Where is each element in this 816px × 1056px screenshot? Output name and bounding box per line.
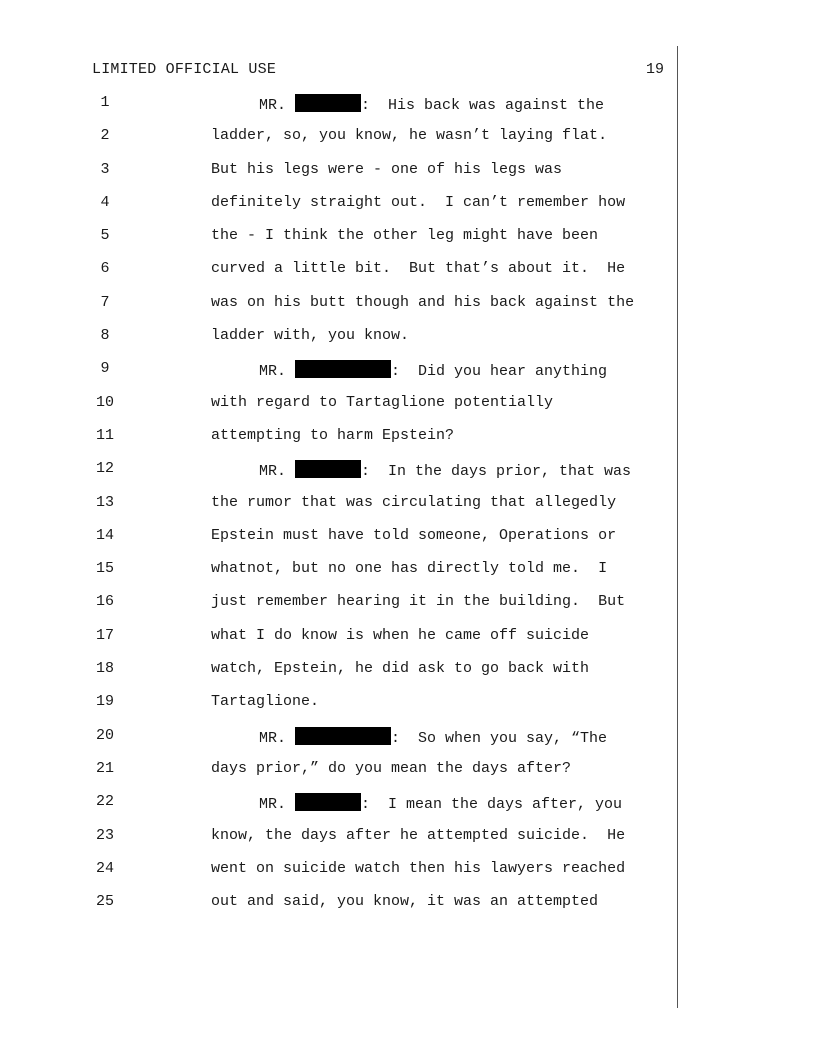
- line-number: 22: [95, 793, 114, 811]
- transcript-line: [0, 758, 816, 791]
- line-number: 9: [100, 360, 110, 378]
- redaction-box: [295, 94, 361, 112]
- line-number: 15: [95, 560, 114, 578]
- line-number: 24: [95, 859, 114, 877]
- transcript-line: [0, 358, 816, 391]
- line-text: ladder, so, you know, he wasn’t laying flat.: [211, 127, 608, 145]
- line-text: Epstein must have told someone, Operations or: [211, 526, 617, 544]
- line-number: 11: [95, 426, 114, 444]
- line-text: curved a little bit. But that’s about it. He: [211, 260, 626, 278]
- line-text: ladder with, you know.: [211, 327, 410, 345]
- line-text: was on his butt though and his back against the: [211, 293, 635, 311]
- transcript-line: [0, 558, 816, 591]
- transcript-body: [0, 92, 816, 924]
- spoken-text: : I mean the days after, you: [361, 796, 623, 814]
- transcript-line: [0, 658, 816, 691]
- spoken-text: : His back was against the: [361, 97, 605, 114]
- line-number: 17: [95, 626, 114, 644]
- transcript-line: [0, 192, 816, 225]
- transcript-line: [0, 458, 816, 491]
- line-number: 21: [95, 759, 114, 777]
- line-text: But his legs were - one of his legs was: [211, 160, 563, 178]
- speaker-line: [259, 793, 622, 813]
- redaction-box: [295, 460, 361, 478]
- transcript-line: [0, 258, 816, 291]
- speaker-line: [259, 360, 607, 380]
- line-number: 4: [100, 193, 110, 211]
- line-number: 14: [95, 526, 114, 544]
- line-text: whatnot, but no one has directly told me. I: [211, 560, 608, 578]
- line-number: 19: [95, 693, 114, 711]
- line-number: 23: [95, 826, 114, 844]
- transcript-line: [0, 591, 816, 624]
- line-text: know, the days after he attempted suicide. He: [211, 826, 626, 844]
- line-text: what I do know is when he came off suicide: [211, 626, 590, 644]
- transcript-line: [0, 325, 816, 358]
- classification-header: LIMITED OFFICIAL USE: [92, 61, 277, 78]
- speaker-prefix: MR.: [259, 729, 296, 747]
- line-number: 10: [95, 393, 114, 411]
- line-number: 16: [95, 593, 114, 611]
- page-number: 19: [646, 61, 665, 78]
- transcript-line: [0, 159, 816, 192]
- transcript-line: [0, 691, 816, 724]
- line-number: 12: [95, 460, 114, 478]
- line-text: the rumor that was circulating that allegedly: [211, 493, 617, 511]
- line-text: definitely straight out. I can’t remember how: [211, 193, 626, 211]
- line-text: attempting to harm Epstein?: [211, 426, 455, 444]
- speaker-line: [259, 94, 604, 114]
- line-text: with regard to Tartaglione potentially: [211, 393, 554, 411]
- transcript-line: [0, 525, 816, 558]
- line-text: went on suicide watch then his lawyers reached: [211, 859, 626, 877]
- line-number: 25: [95, 893, 114, 911]
- spoken-text: : In the days prior, that was: [361, 463, 632, 481]
- line-number: 1: [100, 94, 110, 111]
- redaction-box: [295, 360, 391, 378]
- transcript-line: [0, 825, 816, 858]
- redaction-box: [295, 793, 361, 811]
- transcript-line: [0, 225, 816, 258]
- line-text: Tartaglione.: [211, 693, 320, 711]
- transcript-line: [0, 625, 816, 658]
- spoken-text: : So when you say, “The: [391, 729, 608, 747]
- line-number: 13: [95, 493, 114, 511]
- line-text: the - I think the other leg might have been: [211, 227, 599, 245]
- line-number: 5: [100, 227, 110, 245]
- redaction-box: [295, 727, 391, 745]
- line-number: 2: [100, 127, 110, 145]
- line-number: 7: [100, 293, 110, 311]
- line-number: 20: [95, 726, 114, 744]
- line-number: 18: [95, 660, 114, 678]
- speaker-line: [259, 460, 631, 480]
- transcript-line: [0, 492, 816, 525]
- speaker-prefix: MR.: [259, 796, 296, 814]
- transcript-line: [0, 92, 816, 125]
- transcript-line: [0, 392, 816, 425]
- line-number: 8: [100, 327, 110, 345]
- speaker-prefix: MR.: [259, 463, 296, 481]
- speaker-prefix: MR.: [259, 363, 296, 381]
- line-text: out and said, you know, it was an attempted: [211, 893, 599, 911]
- line-number: 6: [100, 260, 110, 278]
- transcript-line: [0, 292, 816, 325]
- speaker-line: [259, 727, 607, 747]
- line-number: 3: [100, 160, 110, 178]
- transcript-line: [0, 125, 816, 158]
- transcript-line: [0, 891, 816, 924]
- line-text: just remember hearing it in the building. But: [211, 593, 626, 611]
- speaker-prefix: MR.: [259, 97, 296, 114]
- line-text: days prior,” do you mean the days after?: [211, 759, 572, 777]
- transcript-line: [0, 725, 816, 758]
- transcript-line: [0, 858, 816, 891]
- transcript-line: [0, 425, 816, 458]
- transcript-line: [0, 791, 816, 824]
- line-text: watch, Epstein, he did ask to go back with: [211, 660, 590, 678]
- spoken-text: : Did you hear anything: [391, 363, 608, 381]
